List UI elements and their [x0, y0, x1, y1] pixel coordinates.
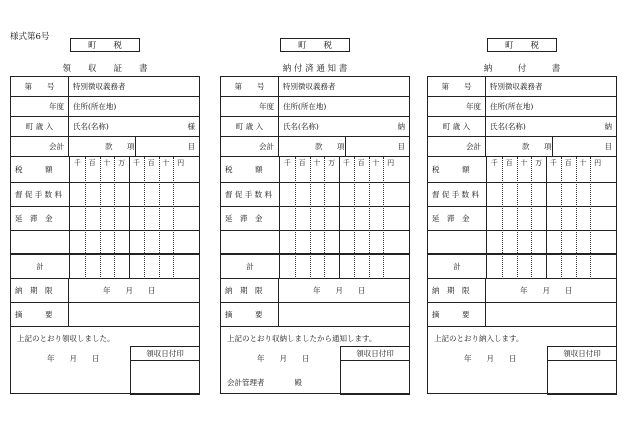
- digit-divider: [502, 157, 503, 279]
- digit-unit-label: 円: [177, 159, 185, 167]
- fiscal-year-label: 年度: [11, 97, 69, 116]
- summary-label: 摘 要: [428, 303, 486, 326]
- form-number: 様式第6号: [10, 32, 50, 42]
- digit-divider: [295, 157, 296, 279]
- item-label: 項: [337, 142, 345, 151]
- section-label: 款: [315, 142, 323, 151]
- collector-label: 特別徴収義務者: [73, 82, 126, 91]
- digit-divider: [100, 157, 101, 279]
- digit-unit-label: 十: [313, 159, 321, 167]
- row-summary: [221, 303, 409, 327]
- tax-amount-label: 税 額: [15, 165, 53, 174]
- summary-label: 摘 要: [221, 303, 279, 326]
- address-label: 住所(所在地): [283, 102, 327, 111]
- town-tax-box: 町 税: [280, 38, 350, 52]
- reminder-fee-label: 督 促 手 数 料: [15, 190, 63, 199]
- row-number: [428, 77, 616, 97]
- note-date: 年 月 日: [464, 354, 517, 363]
- row-account: [428, 137, 616, 157]
- digit-divider: [369, 157, 370, 279]
- digit-divider: [354, 157, 355, 279]
- digit-divider: [561, 157, 562, 279]
- digit-unit-label: 千: [549, 159, 557, 167]
- deadline-label: 納 期 限: [428, 279, 486, 302]
- name-label: 氏名(名称): [73, 122, 109, 131]
- account-label: 会計: [428, 137, 486, 156]
- document-title: 納 付 済 通 知 書: [282, 64, 348, 74]
- summary-label: 摘 要: [11, 303, 69, 326]
- row-deadline: [428, 279, 616, 303]
- row-fiscal-year: [11, 97, 199, 117]
- digit-divider: [590, 157, 591, 279]
- divider: [135, 137, 136, 156]
- row-account: [11, 137, 199, 157]
- number-label: 第 号: [221, 77, 279, 96]
- form-table: [220, 76, 410, 394]
- number-label: 第 号: [428, 77, 486, 96]
- form-panel: [427, 38, 617, 394]
- digit-unit-label: 百: [298, 159, 306, 167]
- name-suffix: 納: [604, 122, 612, 131]
- name-suffix: 納: [397, 122, 405, 131]
- digit-unit-label: 百: [147, 159, 155, 167]
- digit-divider: [576, 157, 577, 279]
- town-income-label: 町 歳 入: [428, 117, 486, 136]
- section-label: 款: [105, 142, 113, 151]
- item-label: 項: [127, 142, 135, 151]
- form-table: [427, 76, 617, 394]
- digit-unit-label: 千: [490, 159, 498, 167]
- collector-label: 特別徴収義務者: [490, 82, 543, 91]
- account-label: 会計: [221, 137, 279, 156]
- total-label: 計: [36, 262, 44, 271]
- divider: [552, 137, 553, 156]
- digit-divider: [531, 157, 532, 279]
- name-label: 氏名(名称): [283, 122, 319, 131]
- digit-unit-label: 千: [283, 159, 291, 167]
- town-tax-box: 町 税: [70, 38, 140, 52]
- fiscal-year-label: 年度: [221, 97, 279, 116]
- digit-unit-label: 百: [357, 159, 365, 167]
- digit-divider: [339, 157, 340, 279]
- digit-unit-label: 万: [328, 159, 336, 167]
- digit-unit-label: 万: [118, 159, 126, 167]
- digit-unit-label: 千: [132, 159, 140, 167]
- digit-divider: [114, 157, 115, 279]
- digit-divider: [85, 157, 86, 279]
- subitem-label: 目: [397, 142, 405, 151]
- digit-divider: [310, 157, 311, 279]
- number-label: 第 号: [11, 77, 69, 96]
- tax-amount-label: 税 額: [225, 165, 263, 174]
- row-summary: [11, 303, 199, 327]
- digit-unit-label: 百: [88, 159, 96, 167]
- collector-label: 特別徴収義務者: [283, 82, 336, 91]
- digit-unit-label: 百: [505, 159, 513, 167]
- digit-divider: [159, 157, 160, 279]
- digit-divider: [517, 157, 518, 279]
- grid-divider: [279, 157, 280, 279]
- note-text: 上記のとおり納入します。: [434, 334, 524, 343]
- receipt-stamp-label: 領収日付印: [341, 347, 409, 361]
- note-text: 上記のとおり収納しましたから通知します。: [227, 334, 377, 343]
- deadline-date: 年 月 日: [313, 286, 366, 295]
- note-date: 年 月 日: [257, 354, 310, 363]
- deadline-date: 年 月 日: [103, 286, 156, 295]
- divider: [345, 137, 346, 156]
- receipt-stamp-label: 領収日付印: [131, 347, 199, 361]
- note-date: 年 月 日: [47, 354, 100, 363]
- note-text: 上記のとおり領収しました。: [17, 334, 115, 343]
- digit-divider: [129, 157, 130, 279]
- total-label: 計: [246, 262, 254, 271]
- form-table: [10, 76, 200, 394]
- digit-unit-label: 十: [162, 159, 170, 167]
- form-panel: [220, 38, 410, 394]
- digit-unit-label: 円: [594, 159, 602, 167]
- row-town-income: [428, 117, 616, 137]
- note-area: [11, 327, 199, 395]
- digit-unit-label: 十: [579, 159, 587, 167]
- delinquency-label: 延 滞 金: [225, 214, 263, 223]
- account-label: 会計: [11, 137, 69, 156]
- amount-grid: [11, 157, 199, 279]
- row-summary: [428, 303, 616, 327]
- digit-unit-label: 円: [387, 159, 395, 167]
- row-deadline: [11, 279, 199, 303]
- reminder-fee-label: 督 促 手 数 料: [225, 190, 273, 199]
- digit-unit-label: 十: [372, 159, 380, 167]
- delinquency-label: 延 滞 金: [432, 214, 470, 223]
- grid-divider: [486, 157, 487, 279]
- deadline-label: 納 期 限: [11, 279, 69, 302]
- digit-unit-label: 万: [535, 159, 543, 167]
- digit-unit-label: 十: [103, 159, 111, 167]
- digit-divider: [173, 157, 174, 279]
- town-tax-box: 町 税: [487, 38, 557, 52]
- digit-divider: [546, 157, 547, 279]
- document-title: 領 収 証 書: [62, 64, 148, 74]
- total-label: 計: [453, 262, 461, 271]
- fiscal-year-label: 年度: [428, 97, 486, 116]
- digit-divider: [383, 157, 384, 279]
- tax-amount-label: 税 額: [432, 165, 470, 174]
- deadline-label: 納 期 限: [221, 279, 279, 302]
- digit-unit-label: 十: [520, 159, 528, 167]
- address-label: 住所(所在地): [73, 102, 117, 111]
- amount-grid: [428, 157, 616, 279]
- row-number: [221, 77, 409, 97]
- row-account: [221, 137, 409, 157]
- receipt-stamp-box: [340, 346, 410, 395]
- row-town-income: [11, 117, 199, 137]
- receipt-stamp-box: [547, 346, 617, 395]
- section-label: 款: [522, 142, 530, 151]
- row-number: [11, 77, 199, 97]
- row-fiscal-year: [428, 97, 616, 117]
- name-label: 氏名(名称): [490, 122, 526, 131]
- subitem-label: 目: [187, 142, 195, 151]
- name-suffix: 様: [187, 122, 195, 131]
- grid-divider: [69, 157, 70, 279]
- digit-unit-label: 千: [342, 159, 350, 167]
- reminder-fee-label: 督 促 手 数 料: [432, 190, 480, 199]
- note-area: [221, 327, 409, 395]
- digit-divider: [144, 157, 145, 279]
- form-panel: [10, 38, 200, 394]
- receipt-stamp-label: 領収日付印: [548, 347, 616, 361]
- receipt-stamp-box: [130, 346, 200, 395]
- amount-grid: [221, 157, 409, 279]
- digit-divider: [324, 157, 325, 279]
- subitem-label: 目: [604, 142, 612, 151]
- address-label: 住所(所在地): [490, 102, 534, 111]
- row-town-income: [221, 117, 409, 137]
- town-income-label: 町 歳 入: [11, 117, 69, 136]
- digit-unit-label: 千: [73, 159, 81, 167]
- deadline-date: 年 月 日: [520, 286, 573, 295]
- town-income-label: 町 歳 入: [221, 117, 279, 136]
- item-label: 項: [544, 142, 552, 151]
- note-area: [428, 327, 616, 395]
- manager-text: 会計管理者 殿: [227, 378, 302, 387]
- row-deadline: [221, 279, 409, 303]
- digit-unit-label: 百: [564, 159, 572, 167]
- document-title: 納 付 書: [483, 64, 561, 74]
- row-fiscal-year: [221, 97, 409, 117]
- delinquency-label: 延 滞 金: [15, 214, 53, 223]
